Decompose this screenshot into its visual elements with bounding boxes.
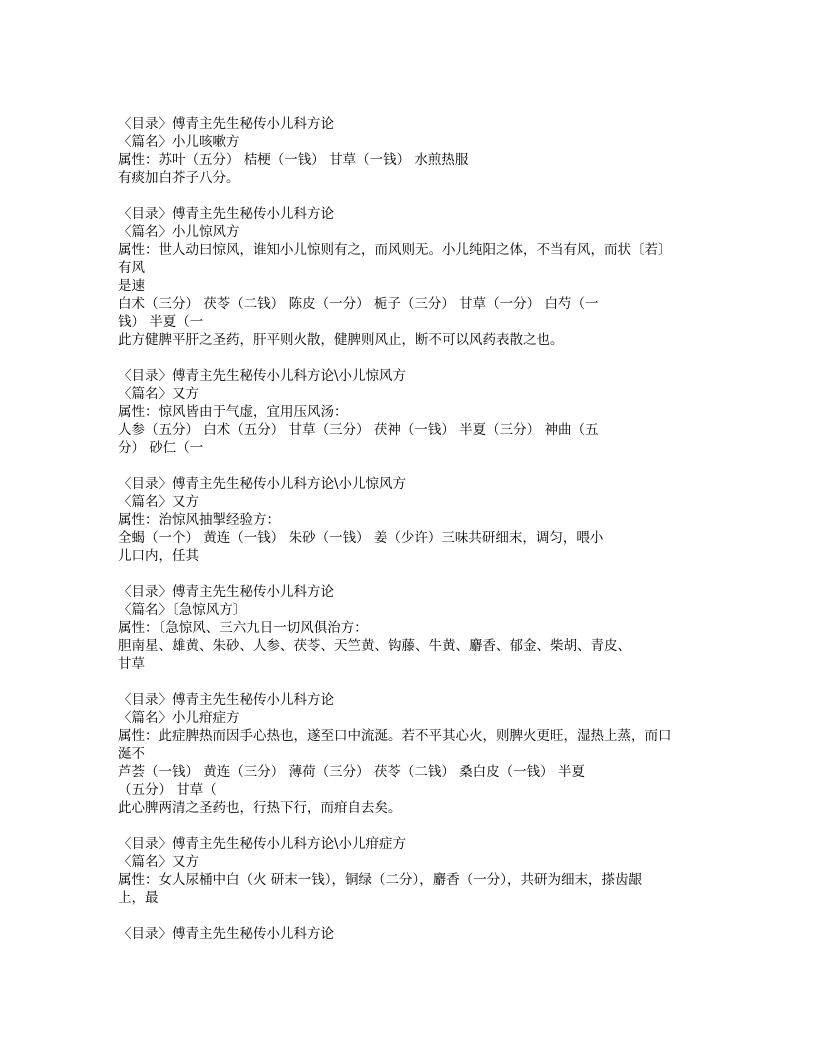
text-line: 钱） 半夏（一 <box>118 314 204 330</box>
title-line: 〈篇名〉又方 <box>118 386 199 402</box>
entry-convulsion-formula <box>118 205 678 349</box>
title-line: 〈篇名〉小儿咳嗽方 <box>118 134 240 150</box>
title-line: 〈篇名〉小儿惊风方 <box>118 224 240 240</box>
catalog-line: 〈目录〉傅青主先生秘传小儿科方论 <box>118 206 334 222</box>
title-line: 〈篇名〉又方 <box>118 854 199 870</box>
attribute-line: 属性：此症脾热而因手心热也，遂至口中流涎。若不平其心火，则脾火更旺，湿热上蒸，而口 <box>118 728 672 744</box>
text-line: 全蝎（一个） 黄连（一钱） 朱砂（一钱） 姜（少许）三味共研细末，调匀，喂小 <box>118 530 604 546</box>
entry-malnutrition-alt <box>118 835 678 907</box>
attribute-line: 属性：惊风皆由于气虚，宜用压风汤： <box>118 404 348 420</box>
text-line: 是速 <box>118 278 145 294</box>
attribute-line: 属性：苏叶（五分） 桔梗（一钱） 甘草（一钱） 水煎热服 <box>118 152 469 168</box>
catalog-line: 〈目录〉傅青主先生秘传小儿科方论\小儿惊风方 <box>118 476 407 492</box>
text-line: 此方健脾平肝之圣药，肝平则火散，健脾则风止，断不可以风药表散之也。 <box>118 332 564 348</box>
attribute-line: 属性：〔急惊风、三六九日一切风俱治方： <box>118 620 368 636</box>
text-line: 此心脾两清之圣药也，行热下行，而疳自去矣。 <box>118 800 402 816</box>
catalog-line: 〈目录〉傅青主先生秘传小儿科方论 <box>118 926 334 942</box>
catalog-line: 〈目录〉傅青主先生秘传小儿科方论 <box>118 116 334 132</box>
text-line: 有痰加白芥子八分。 <box>118 170 240 186</box>
catalog-line: 〈目录〉傅青主先生秘传小儿科方论\小儿惊风方 <box>118 368 407 384</box>
catalog-line: 〈目录〉傅青主先生秘传小儿科方论 <box>118 584 334 600</box>
attribute-line: 属性：治惊风抽掣经验方： <box>118 512 280 528</box>
entry-acute-convulsion <box>118 583 678 673</box>
text-line: 白术（三分） 茯苓（二钱） 陈皮（一分） 栀子（三分） 甘草（一分） 白芍（一 <box>118 296 599 312</box>
text-line: 儿口内，任其 <box>118 548 199 564</box>
text-line: 有风 <box>118 260 145 276</box>
text-line: （五分） 甘草（ <box>118 782 217 798</box>
document-page <box>118 115 678 961</box>
entry-malnutrition-formula <box>118 691 678 817</box>
text-line: 涎不 <box>118 746 145 762</box>
attribute-line: 属性：世人动曰惊风，谁知小儿惊则有之，而风则无。小儿纯阳之体，不当有风，而状〔若〕 <box>118 242 672 258</box>
title-line: 〈篇名〉又方 <box>118 494 199 510</box>
entry-convulsion-alt-1 <box>118 367 678 457</box>
catalog-line: 〈目录〉傅青主先生秘传小儿科方论 <box>118 692 334 708</box>
title-line: 〈篇名〉小儿疳症方 <box>118 710 240 726</box>
text-line: 上，最 <box>118 890 159 906</box>
attribute-line: 属性：女人尿桶中白（火 研末一钱），铜绿（二分），麝香（一分），共研为细末，搽齿龈 <box>118 872 643 888</box>
text-line: 人参（五分） 白术（五分） 甘草（三分） 茯神（一钱） 半夏（三分） 神曲（五 <box>118 422 599 438</box>
text-line: 分） 砂仁（一 <box>118 440 204 456</box>
text-line: 甘草 <box>118 656 145 672</box>
entry-convulsion-alt-2 <box>118 475 678 565</box>
entry-next <box>118 925 678 943</box>
entry-cough-formula <box>118 115 678 187</box>
text-line: 芦荟（一钱） 黄连（三分） 薄荷（三分） 茯苓（二钱） 桑白皮（一钱） 半夏 <box>118 764 585 780</box>
title-line: 〈篇名〉〔急惊风方〕 <box>118 602 247 618</box>
catalog-line: 〈目录〉傅青主先生秘传小儿科方论\小儿疳症方 <box>118 836 407 852</box>
text-line: 胆南星、雄黄、朱砂、人参、茯苓、天竺黄、钩藤、牛黄、麝香、郁金、柴胡、青皮、 <box>118 638 631 654</box>
